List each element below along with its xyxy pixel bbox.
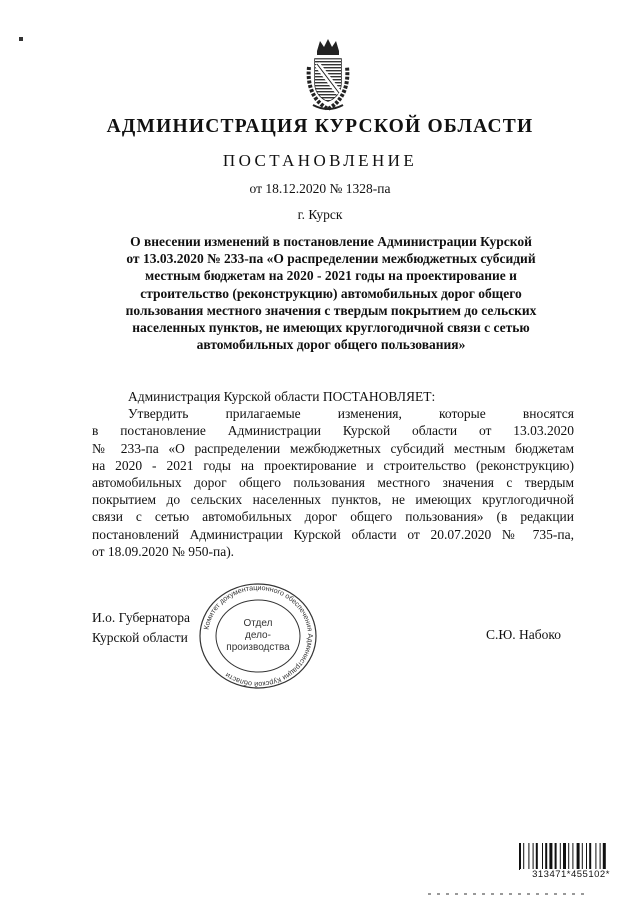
body-line: автомобильных дорог общего пользования местного значения с твердым	[92, 475, 574, 491]
document-body	[92, 388, 574, 560]
body-line: от 18.09.2020 № 950-па).	[92, 543, 235, 559]
signatory-position	[92, 608, 190, 648]
title-line: местным бюджетам на 2020 - 2021 годы на проектирование и	[145, 268, 517, 284]
body-line: Утвердить прилагаемые изменения, которые вносятся	[128, 406, 574, 422]
title-line: строительство (реконструкцию) автомобильных дорог общего	[140, 285, 522, 301]
title-line: О внесении изменений в постановление Администрации Курской	[130, 234, 532, 249]
stamp-ring-text: Комитет документационного обеспечения Администрации Курской области	[201, 582, 316, 690]
signatory-name: С.Ю. Набоко	[486, 627, 561, 642]
document-date-number: от 18.12.2020 № 1328-па	[249, 181, 391, 196]
stamp-center-line: производства	[226, 642, 290, 653]
body-line: покрытием до сельских населенных пунктов, не имеющих круглогодичной	[92, 492, 574, 508]
organization-name: АДМИНИСТРАЦИЯ КУРСКОЙ ОБЛАСТИ	[106, 116, 534, 137]
signatory-position-line: И.о. Губернатора	[92, 610, 191, 625]
registration-stamp	[196, 582, 320, 690]
corner-mark	[19, 37, 23, 41]
barcode-number: 313471*455102*	[520, 869, 622, 880]
body-line: в постановление Администрации Курской области от 13.03.2020	[92, 423, 574, 439]
title-line: автомобильных дорог общего пользования»	[196, 337, 466, 353]
stamp-center-line: Отдел	[243, 618, 273, 629]
scan-artifact-divider	[428, 893, 588, 895]
body-line: связи с сетью автомобильных дорог общего пользования» (в редакции	[92, 509, 574, 525]
body-line: № 233-па «О распределении межбюджетных субсидий местным бюджетам	[92, 440, 574, 456]
body-line: постановлений Администрации Курской области от 20.07.2020 № 735-па,	[92, 526, 574, 542]
coat-of-arms-icon	[303, 37, 353, 113]
document-type: ПОСТАНОВЛЕНИЕ	[222, 151, 418, 170]
signatory-position-line: Курской области	[92, 630, 188, 645]
title-line: населенных пунктов, не имеющих круглогодичной связи с сетью	[132, 320, 530, 336]
body-paragraph	[92, 405, 574, 560]
body-intro: Администрация Курской области ПОСТАНОВЛЯЕТ:	[128, 389, 436, 404]
document-title	[92, 233, 570, 353]
title-line: пользования местного значения с твердым покрытием до сельских	[125, 302, 537, 318]
title-line: от 13.03.2020 № 233-па «О распределении межбюджетных субсидий	[126, 251, 536, 267]
stamp-center-line: дело-	[245, 630, 271, 641]
document-city: г. Курск	[297, 207, 343, 222]
body-line: на 2020 - 2021 годы на проектирование и строительство (реконструкцию)	[92, 457, 574, 473]
